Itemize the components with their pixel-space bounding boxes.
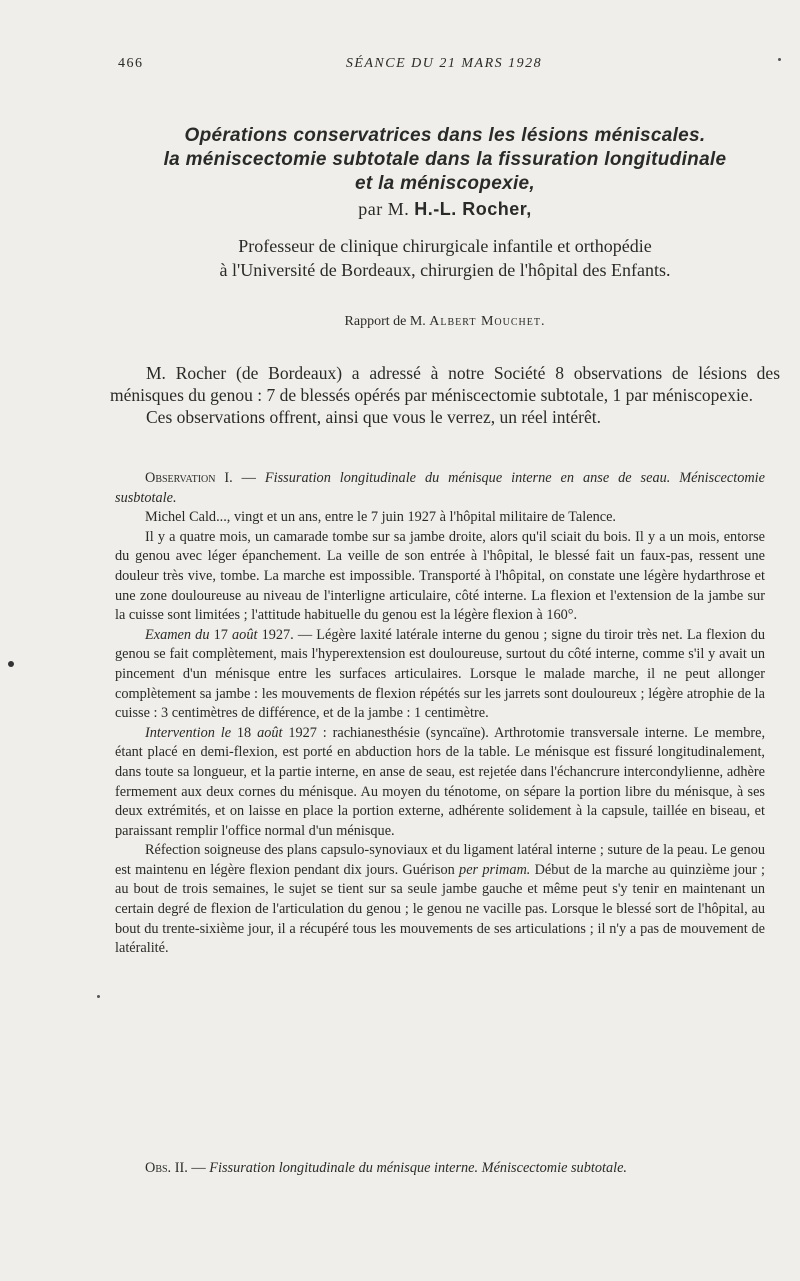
observation-1-intervention	[115, 724, 765, 842]
affiliation-line-2: à l'Université de Bordeaux, chirurgien de l'hôpital des Enfants.	[219, 260, 671, 280]
observation-1-dash: —	[232, 470, 265, 486]
page-number: 466	[118, 56, 144, 71]
running-title: SÉANCE DU 21 MARS 1928	[345, 56, 543, 71]
rapporteur-name: Albert Mouchet.	[429, 314, 546, 329]
observation-1-label: Observation I.	[145, 470, 233, 486]
observation-1-outcome	[115, 841, 765, 959]
title-line-2: la méniscectomie subtotale dans la fissuration longitudinale	[163, 149, 727, 170]
intro-paragraph-2: Ces observations offrent, ainsi que vous le verrez, un réel intérêt.	[146, 407, 602, 427]
observation-1-exam	[115, 626, 765, 724]
exam-label: Examen du	[145, 626, 210, 643]
outcome-text-a: Réfection soigneuse des plans capsulo-synoviaux et du ligament latéral interne ; suture de la peau. Le genou est maintenu en légère flexion pendant dix jours. Guérison	[115, 842, 765, 878]
observation-1-heading	[115, 469, 765, 508]
rapport-line	[110, 314, 780, 330]
exam-date: 17	[213, 626, 228, 643]
author-name: H.-L. Rocher,	[414, 199, 532, 219]
intervention-label: Intervention le	[145, 724, 232, 741]
rapport-prefix: Rapport de M.	[344, 314, 426, 329]
observation-1-title: Fissuration longitudinale du ménisque interne en anse de seau. Méniscectomie susbtotale.	[115, 470, 765, 506]
article-title	[110, 124, 780, 196]
margin-mark	[8, 661, 14, 667]
intervention-text: 1927 : rachianesthésie (syncaïne). Arthrotomie transversale interne. Le membre, étant placé en demi-flexion, est porté en abduction hors de la table. Le ménisque est fissuré longitudinalement, dans toute sa longueur, et la partie interne, en anse de seau, est rejetée dans l'échancrure intercondylienne, adhère fermement aux deux cornes du ménisque. Au moyen du ténotome, on sépare la portion libre du ménisque, à ses deux extrémités, et on laisse en place la portion externe, adhérente solidement à la capsule, taillée en biseau, et paraissant remplir l'office normal d'un ménisque.	[115, 724, 766, 839]
observation-1-patient: Michel Cald..., vingt et un ans, entre le 7 juin 1927 à l'hôpital militaire de Talence.	[145, 509, 617, 526]
byline-prefix: par M.	[358, 199, 410, 219]
running-header	[118, 56, 760, 80]
outcome-text-b: Début de la marche au quinzième jour ; au bout de trois semaines, le sujet se tient sur sa seule jambe gauche et même peut s'y tenir en maintenant un certain degré de flexion de l'articulation du genou ; le genou ne vacille pas. Lorsque le blessé sort de l'hôpital, au bout du trente-sixième jour, il a récupéré tous les mouvements de ses articulations ; il n'y a pas de mouvement de latéralité.	[115, 861, 765, 957]
exam-text: 1927. — Légère laxité latérale interne du genou ; signe du tiroir très net. La flexion du genou se fait complètement, mais l'hyperextension est douloureuse, surtout du côté interne, comme s'il y avait un pincement d'un ménisque entre les surfaces articulaires. Lorsque le malade marche, il ne peut allonger complètement sa jambe : les mouvements de flexion répétés sur les jarrets sont douloureux ; légère atrophie de la cuisse : 3 centimètres de différence, et de la jambe : 1 centimètre.	[115, 626, 765, 722]
observation-2	[115, 1159, 765, 1179]
affiliation-line-1: Professeur de clinique chirurgicale infantile et orthopédie	[238, 236, 652, 256]
byline	[110, 199, 780, 220]
exam-month: août	[232, 626, 258, 643]
observation-1-history: Il y a quatre mois, un camarade tombe sur sa jambe droite, alors qu'il sciait du bois. Il y a un mois, entorse du genou avec léger épanchement. La veille de son entrée à l'hôpital, le blessé fait un faux-pas, ressent une douleur très vive, tombe. La marche est impossible. Transporté à l'hôpital, on constate une légère hydarthrose et une zone douloureuse au niveau de l'interligne articulaire, côté interne. La flexion et l'extension de la jambe sur la cuisse sont limitées ; l'attitude habituelle du genou est la légère flexion à 160°.	[115, 528, 765, 624]
intervention-month: août	[257, 724, 283, 741]
observation-2-label: Obs. II.	[145, 1160, 188, 1176]
scan-speck	[778, 58, 781, 61]
title-line-1: Opérations conservatrices dans les lésions méniscales.	[184, 125, 706, 146]
intro-section	[110, 362, 780, 428]
intervention-date: 18	[236, 724, 252, 741]
observation-2-dash: —	[187, 1160, 210, 1176]
scan-speck	[97, 995, 100, 998]
observation-2-title: Fissuration longitudinale du ménisque interne. Méniscectomie subtotale.	[209, 1160, 627, 1176]
intro-paragraph-1: M. Rocher (de Bordeaux) a adressé à notre Société 8 observations de lésions des ménisques du genou : 7 de blessés opérés par méniscectomie subtotale, 1 par méniscopexie.	[110, 363, 780, 405]
observation-2-heading	[115, 1159, 765, 1179]
outcome-italic: per primam.	[459, 861, 531, 878]
title-line-3: et la méniscopexie,	[355, 173, 535, 194]
observation-1	[115, 469, 765, 959]
